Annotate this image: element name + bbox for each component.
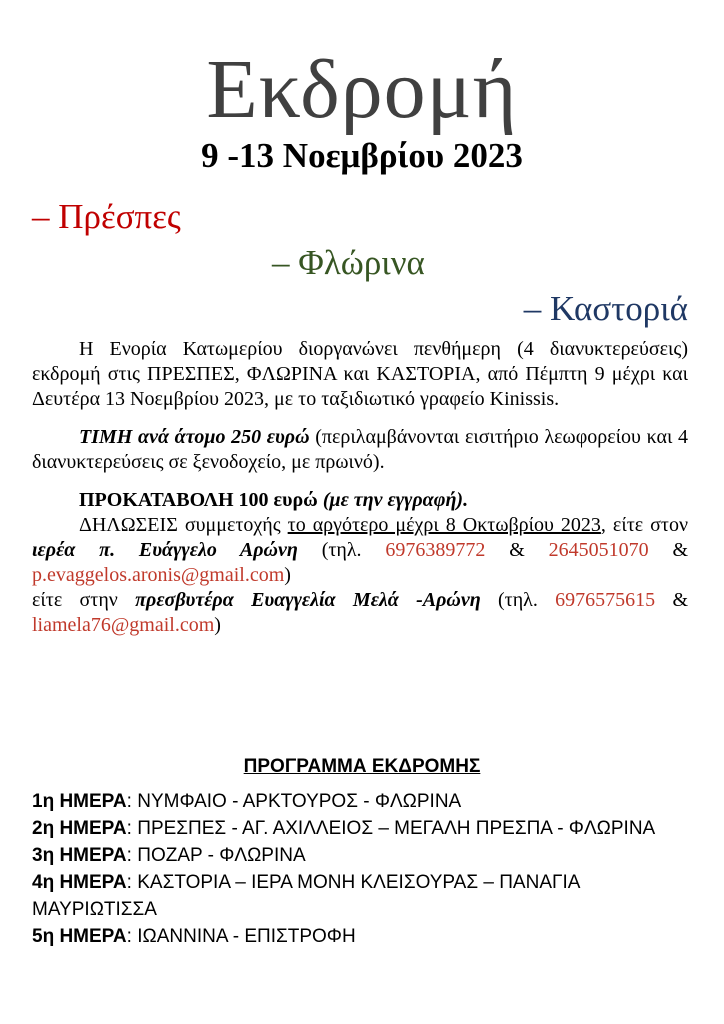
day-label: 5η ΗΜΕΡΑ	[32, 926, 127, 947]
tel-label: (τηλ.	[297, 539, 386, 561]
presbytera-name: πρεσβυτέρα Ευαγγελία Μελά -Αρώνη	[135, 589, 481, 611]
registration-deadline: το αργότερο μέχρι 8 Οκτωβρίου 2023	[287, 514, 601, 536]
price-highlight: ΤΙΜΗ ανά άτομο 250 ευρώ	[79, 426, 310, 448]
day-itinerary: : ΠΡΕΣΠΕΣ - ΑΓ. ΑΧΙΛΛΕΙΟΣ – ΜΕΓΑΛΗ ΠΡΕΣΠΑ - ΦΛΩΡΙΝΑ	[126, 818, 656, 839]
program-day-4	[32, 869, 692, 923]
day-itinerary: : ΝΥΜΦΑΙΟ - ΑΡΚΤΟΥΡΟΣ - ΦΛΩΡΙΝΑ	[126, 791, 462, 812]
trip-dates: 9 -13 Νοεμβρίου 2023	[201, 136, 523, 175]
day-itinerary: : ΙΩΑΝΝΙΝΑ - ΕΠΙΣΤΡΟΦΗ	[126, 926, 356, 947]
phone-link-3[interactable]: 6976575615	[555, 589, 656, 611]
close-paren: )	[284, 564, 291, 586]
email-link-2[interactable]: liamela76@gmail.com	[32, 614, 215, 636]
destination-kastoria: – Καστοριά	[523, 289, 688, 328]
destination-florina: – Φλώρινα	[272, 243, 425, 282]
intro-paragraph: Η Ενορία Κατωμερίου διοργανώνει πενθήμερη (4 διανυκτερεύσεις) εκδρομή στις ΠΡΕΣΠΕΣ, ΦΛΩΡΙΝΑ και ΚΑΣΤΟΡΙΑ, από Πέμπτη 9 μέχρι και Δευτέρα 13 Νοεμβρίου 2023, με το ταξιδιωτικό γραφείο Kinissis.	[32, 338, 688, 410]
registration-paragraph	[32, 513, 688, 588]
deposit-paragraph	[32, 488, 688, 513]
day-label: 4η ΗΜΕΡΑ	[32, 872, 127, 893]
deposit-highlight: ΠΡΟΚΑΤΑΒΟΛΗ 100 ευρώ	[79, 489, 318, 511]
program-days	[32, 788, 692, 950]
program-day-2	[32, 815, 692, 842]
registration-paragraph-2	[32, 588, 688, 638]
registration-lead: ΔΗΛΩΣΕΙΣ συμμετοχής	[79, 514, 288, 536]
flyer-body	[32, 337, 688, 638]
registration-text: , είτε στον	[600, 514, 688, 536]
day-itinerary: : ΠΟΖΑΡ - ΦΛΩΡΙΝΑ	[126, 845, 306, 866]
priest-name: ιερέα π. Ευάγγελο Αρώνη	[32, 539, 298, 561]
phone-link-1[interactable]: 6976389772	[385, 539, 486, 561]
separator: &	[485, 539, 549, 561]
program-day-3	[32, 842, 692, 869]
tel-label: (τηλ.	[480, 589, 556, 611]
flyer-title: Εκδρομή	[206, 43, 518, 136]
program-day-5	[32, 923, 692, 950]
separator: &	[648, 539, 688, 561]
price-paragraph	[32, 425, 688, 475]
program-title: ΠΡΟΓΡΑΜΜΑ ΕΚΔΡΟΜΗΣ	[243, 756, 481, 777]
separator: &	[655, 589, 688, 611]
day-label: 1η ΗΜΕΡΑ	[32, 791, 127, 812]
day-label: 3η ΗΜΕΡΑ	[32, 845, 127, 866]
deposit-note: (με την εγγραφή).	[317, 489, 469, 511]
program-day-1	[32, 788, 692, 815]
destination-prespes: – Πρέσπες	[32, 197, 181, 236]
day-label: 2η ΗΜΕΡΑ	[32, 818, 127, 839]
price-details: (περιλαμβάνονται εισιτήριο λεωφορείου και 4 διανυκτερεύσεις σε ξενοδοχείο, με πρωινό).	[32, 426, 689, 473]
close-paren: )	[214, 614, 221, 636]
email-link-1[interactable]: p.evaggelos.aronis@gmail.com	[32, 564, 285, 586]
registration-text: είτε στην	[32, 589, 136, 611]
day-itinerary: : ΚΑΣΤΟΡΙΑ – ΙΕΡΑ ΜΟΝΗ ΚΛΕΙΣΟΥΡΑΣ – ΠΑΝΑΓΙΑ ΜΑΥΡΙΩΤΙΣΣΑ	[32, 872, 580, 920]
phone-link-2[interactable]: 2645051070	[548, 539, 649, 561]
